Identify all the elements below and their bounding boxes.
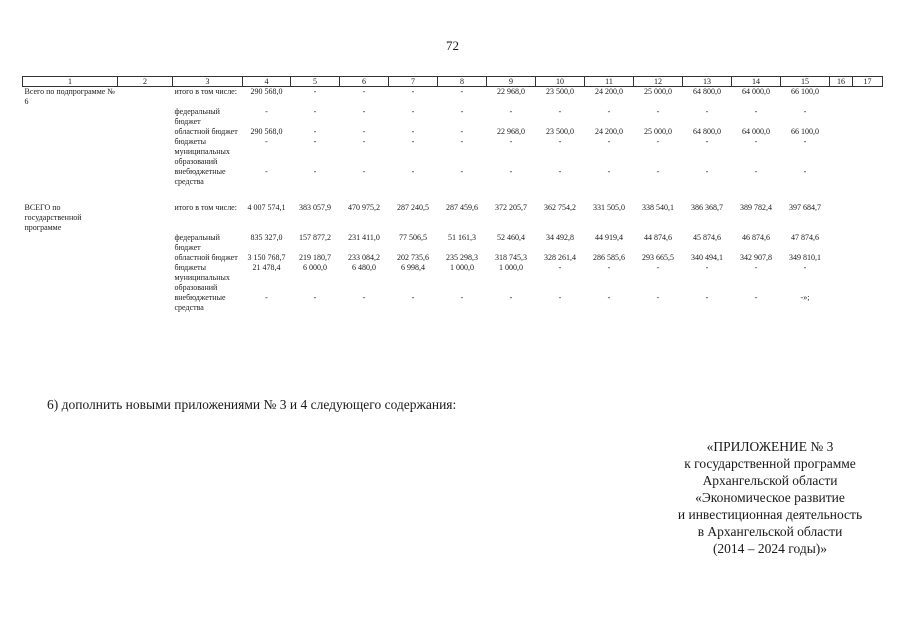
funding-source-label: федеральный бюджет xyxy=(174,107,220,126)
amount-cell: 386 368,7 xyxy=(691,203,723,212)
funding-source-label: итого в том числе: xyxy=(174,87,237,96)
amount-cell: - xyxy=(313,127,317,136)
amount-cell: - xyxy=(362,293,366,302)
amount-cell: 383 057,9 xyxy=(299,203,331,212)
amount-cell: - xyxy=(313,137,317,146)
group-title-cell xyxy=(23,107,118,127)
amendment-text: 6) дополнить новыми приложениями № 3 и 4 следующего содержания: xyxy=(47,397,457,412)
page-number: 72 xyxy=(446,38,459,53)
amount-cell: 342 907,8 xyxy=(740,253,772,262)
amount-cell: - xyxy=(411,107,415,116)
group-title-cell xyxy=(23,293,118,313)
amount-cell: - xyxy=(313,107,317,116)
amount-cell: - xyxy=(705,167,709,176)
amount-cell: - xyxy=(265,107,268,116)
amount-cell: - xyxy=(607,263,611,272)
column-number: 9 xyxy=(487,77,536,87)
amount-cell: - xyxy=(411,137,415,146)
amount-cell: - xyxy=(754,167,758,176)
table-row xyxy=(23,293,883,313)
amount-cell: 835 327,0 xyxy=(250,233,283,242)
amount-cell: 34 492,8 xyxy=(546,233,574,242)
table-header-row xyxy=(23,77,883,87)
appendix-line: в Архангельской области xyxy=(697,524,843,539)
amount-cell: - xyxy=(656,107,660,116)
amount-cell: 470 975,2 xyxy=(348,203,380,212)
empty-cell xyxy=(118,293,173,313)
amount-cell: 23 500,0 xyxy=(546,127,574,136)
table-row xyxy=(23,167,883,187)
amount-cell: - xyxy=(607,293,611,302)
amount-cell: - xyxy=(265,293,268,302)
funding-source-label: областной бюджет xyxy=(174,127,238,136)
amount-cell: 52 460,4 xyxy=(497,233,525,242)
table-row xyxy=(23,263,883,293)
amount-cell: - xyxy=(362,167,366,176)
amount-cell xyxy=(853,253,883,263)
group-title-cell xyxy=(23,233,118,253)
amount-cell: 45 874,6 xyxy=(693,233,721,242)
amount-cell: 397 684,7 xyxy=(789,203,821,212)
amount-cell: - xyxy=(558,137,562,146)
funding-source-label: итого в том числе: xyxy=(174,203,237,212)
amount-cell xyxy=(853,293,883,313)
budget-table xyxy=(22,76,883,313)
group-title-cell: ВСЕГО по государственной программе xyxy=(24,203,82,232)
amount-cell: 389 782,4 xyxy=(740,203,772,212)
amount-cell: 4 007 574,1 xyxy=(247,203,286,212)
amount-cell: 328 261,4 xyxy=(544,253,576,262)
amount-cell: - xyxy=(656,263,660,272)
amount-cell xyxy=(853,167,883,187)
appendix-line: и инвестиционная деятельность xyxy=(677,507,863,522)
amount-cell xyxy=(830,263,853,293)
amount-cell: 219 180,7 xyxy=(299,253,331,262)
amount-cell: 25 000,0 xyxy=(644,87,672,96)
column-number: 12 xyxy=(634,77,683,87)
appendix-heading xyxy=(640,438,900,557)
amount-cell xyxy=(830,137,853,167)
amount-cell: 6 998,4 xyxy=(401,263,425,272)
amount-cell: 340 494,1 xyxy=(691,253,723,262)
amount-cell: - xyxy=(460,137,464,146)
amount-cell: - xyxy=(313,293,317,302)
amount-cell: - xyxy=(460,107,464,116)
group-title-cell xyxy=(23,137,118,167)
empty-cell xyxy=(118,137,173,167)
column-number: 5 xyxy=(291,77,340,87)
column-number: 17 xyxy=(853,77,883,87)
amount-cell: 287 459,6 xyxy=(446,203,478,212)
amount-cell xyxy=(853,127,883,137)
empty-cell xyxy=(118,233,173,253)
amount-cell: - xyxy=(362,137,366,146)
amount-cell: - xyxy=(607,137,611,146)
amount-cell: 25 000,0 xyxy=(644,127,672,136)
amount-cell xyxy=(853,263,883,293)
group-title-cell xyxy=(23,167,118,187)
column-number: 7 xyxy=(389,77,438,87)
column-number: 14 xyxy=(732,77,781,87)
empty-cell xyxy=(118,263,173,293)
table-row xyxy=(23,137,883,167)
amount-cell: 64 000,0 xyxy=(742,127,770,136)
amount-cell: 22 968,0 xyxy=(497,127,525,136)
amount-cell xyxy=(830,107,853,127)
amount-cell: 51 161,3 xyxy=(448,233,476,242)
appendix-line: «Экономическое развитие xyxy=(695,490,845,505)
amount-cell: - xyxy=(754,107,758,116)
amount-cell xyxy=(853,107,883,127)
amount-cell: - xyxy=(509,293,513,302)
amount-cell xyxy=(853,203,883,233)
empty-cell xyxy=(118,127,173,137)
funding-source-label: бюджеты муниципальных образований xyxy=(174,137,230,166)
amount-cell: 290 568,0 xyxy=(250,127,283,136)
empty-cell xyxy=(118,87,173,108)
amount-cell: - xyxy=(460,127,464,136)
amount-cell xyxy=(853,233,883,253)
amount-cell: 6 000,0 xyxy=(303,263,327,272)
amount-cell: - xyxy=(265,167,268,176)
amount-cell: 24 200,0 xyxy=(595,127,623,136)
amount-cell: 233 084,2 xyxy=(348,253,380,262)
amount-cell: 23 500,0 xyxy=(546,87,574,96)
empty-cell xyxy=(118,107,173,127)
amount-cell: 66 100,0 xyxy=(791,127,819,136)
appendix-line: к государственной программе xyxy=(684,456,856,471)
amount-cell: 64 800,0 xyxy=(693,127,721,136)
group-title-cell xyxy=(23,127,118,137)
amount-cell: - xyxy=(754,293,758,302)
amount-cell: 47 874,6 xyxy=(791,233,819,242)
amount-cell: 77 506,5 xyxy=(399,233,427,242)
funding-source-label: областной бюджет xyxy=(174,253,238,262)
column-number: 3 xyxy=(173,77,243,87)
amount-cell: - xyxy=(460,167,464,176)
amount-cell: - xyxy=(313,167,317,176)
table-row xyxy=(23,253,883,263)
column-number: 15 xyxy=(781,77,830,87)
column-number: 11 xyxy=(585,77,634,87)
amount-cell: - xyxy=(558,167,562,176)
amount-cell: 286 585,6 xyxy=(593,253,625,262)
funding-source-label: бюджеты муниципальных образований xyxy=(174,263,230,292)
amount-cell: 287 240,5 xyxy=(397,203,429,212)
amount-cell: - xyxy=(705,107,709,116)
amount-cell: - xyxy=(411,293,415,302)
amount-cell: - xyxy=(460,87,464,96)
amount-cell: - xyxy=(607,107,611,116)
table-row xyxy=(23,203,883,233)
amount-cell: 235 298,3 xyxy=(446,253,478,262)
amount-cell: 21 478,4 xyxy=(252,263,281,272)
amount-cell: 318 745,3 xyxy=(495,253,527,262)
column-number: 1 xyxy=(23,77,118,87)
amount-cell: - xyxy=(607,167,611,176)
amount-cell: 66 100,0 xyxy=(791,87,819,96)
amount-cell: - xyxy=(558,293,562,302)
empty-cell xyxy=(118,253,173,263)
empty-cell xyxy=(118,167,173,187)
amount-cell: 64 000,0 xyxy=(742,87,770,96)
amount-cell: 24 200,0 xyxy=(595,87,623,96)
amount-cell: 46 874,6 xyxy=(742,233,770,242)
amount-cell: - xyxy=(313,87,317,96)
funding-source-label: федеральный бюджет xyxy=(174,233,220,252)
amount-cell: - xyxy=(656,293,660,302)
amount-cell: 157 877,2 xyxy=(299,233,331,242)
column-number: 8 xyxy=(438,77,487,87)
amount-cell: 231 411,0 xyxy=(348,233,380,242)
amount-cell: 290 568,0 xyxy=(250,87,283,96)
amount-cell: - xyxy=(656,167,660,176)
group-title-cell: Всего по подпрограмме № 6 xyxy=(24,87,115,106)
amount-cell: - xyxy=(411,167,415,176)
funding-source-label: внебюджетные средства xyxy=(174,293,226,312)
amount-cell: 372 205,7 xyxy=(495,203,527,212)
amount-cell: - xyxy=(803,263,807,272)
table-row xyxy=(23,87,883,108)
amount-cell xyxy=(853,87,883,108)
group-title-cell xyxy=(23,263,118,293)
amount-cell: - xyxy=(411,87,415,96)
column-number: 4 xyxy=(243,77,291,87)
table-row xyxy=(23,233,883,253)
amount-cell: 202 735,6 xyxy=(397,253,429,262)
amount-cell: - xyxy=(509,137,513,146)
table-row xyxy=(23,127,883,137)
amount-cell: - xyxy=(509,167,513,176)
appendix-line: (2014 – 2024 годы)» xyxy=(712,541,828,556)
amount-cell: 362 754,2 xyxy=(544,203,576,212)
amount-cell: 44 919,4 xyxy=(595,233,623,242)
amount-cell xyxy=(830,167,853,187)
amount-cell xyxy=(830,127,853,137)
amount-cell xyxy=(830,203,853,233)
amount-cell xyxy=(830,233,853,253)
amount-cell: 64 800,0 xyxy=(693,87,721,96)
amount-cell: - xyxy=(411,127,415,136)
amount-cell: 349 810,1 xyxy=(789,253,821,262)
column-number: 10 xyxy=(536,77,585,87)
group-spacer xyxy=(23,187,883,203)
amount-cell: 331 505,0 xyxy=(593,203,625,212)
amount-cell: - xyxy=(803,167,807,176)
amount-cell: - xyxy=(803,137,807,146)
amount-cell: - xyxy=(803,107,807,116)
amount-cell xyxy=(830,253,853,263)
amount-cell: - xyxy=(705,293,709,302)
empty-cell xyxy=(118,203,173,233)
amount-cell: 293 665,5 xyxy=(642,253,674,262)
column-number: 13 xyxy=(683,77,732,87)
amount-cell: - xyxy=(509,107,513,116)
group-title-cell xyxy=(23,253,118,263)
column-number: 16 xyxy=(830,77,853,87)
amount-cell: - xyxy=(362,87,366,96)
table-row xyxy=(23,107,883,127)
amount-cell: 1 000,0 xyxy=(499,263,523,272)
amount-cell: - xyxy=(754,263,758,272)
amount-cell: - xyxy=(656,137,660,146)
funding-source-label: внебюджетные средства xyxy=(174,167,226,186)
amount-cell: - xyxy=(705,263,709,272)
amount-cell: 44 874,6 xyxy=(644,233,672,242)
amount-cell xyxy=(830,87,853,108)
amount-cell: - xyxy=(558,107,562,116)
amount-cell: - xyxy=(558,263,562,272)
appendix-line: Архангельской области xyxy=(702,473,838,488)
amount-cell: 6 480,0 xyxy=(352,263,376,272)
amount-cell: - xyxy=(362,127,366,136)
amount-cell: - xyxy=(265,137,268,146)
amount-cell xyxy=(853,137,883,167)
amount-cell: - xyxy=(362,107,366,116)
amount-cell xyxy=(830,293,853,313)
amount-cell: 1 000,0 xyxy=(450,263,474,272)
appendix-line: «ПРИЛОЖЕНИЕ № 3 xyxy=(706,439,834,454)
amount-cell: - xyxy=(754,137,758,146)
amount-cell: 22 968,0 xyxy=(497,87,525,96)
amount-cell: 338 540,1 xyxy=(642,203,674,212)
amount-cell: - xyxy=(705,137,709,146)
column-number: 6 xyxy=(340,77,389,87)
amount-cell: -»; xyxy=(800,293,810,302)
amount-cell: - xyxy=(460,293,464,302)
column-number: 2 xyxy=(118,77,173,87)
amount-cell: 3 150 768,7 xyxy=(247,253,286,262)
